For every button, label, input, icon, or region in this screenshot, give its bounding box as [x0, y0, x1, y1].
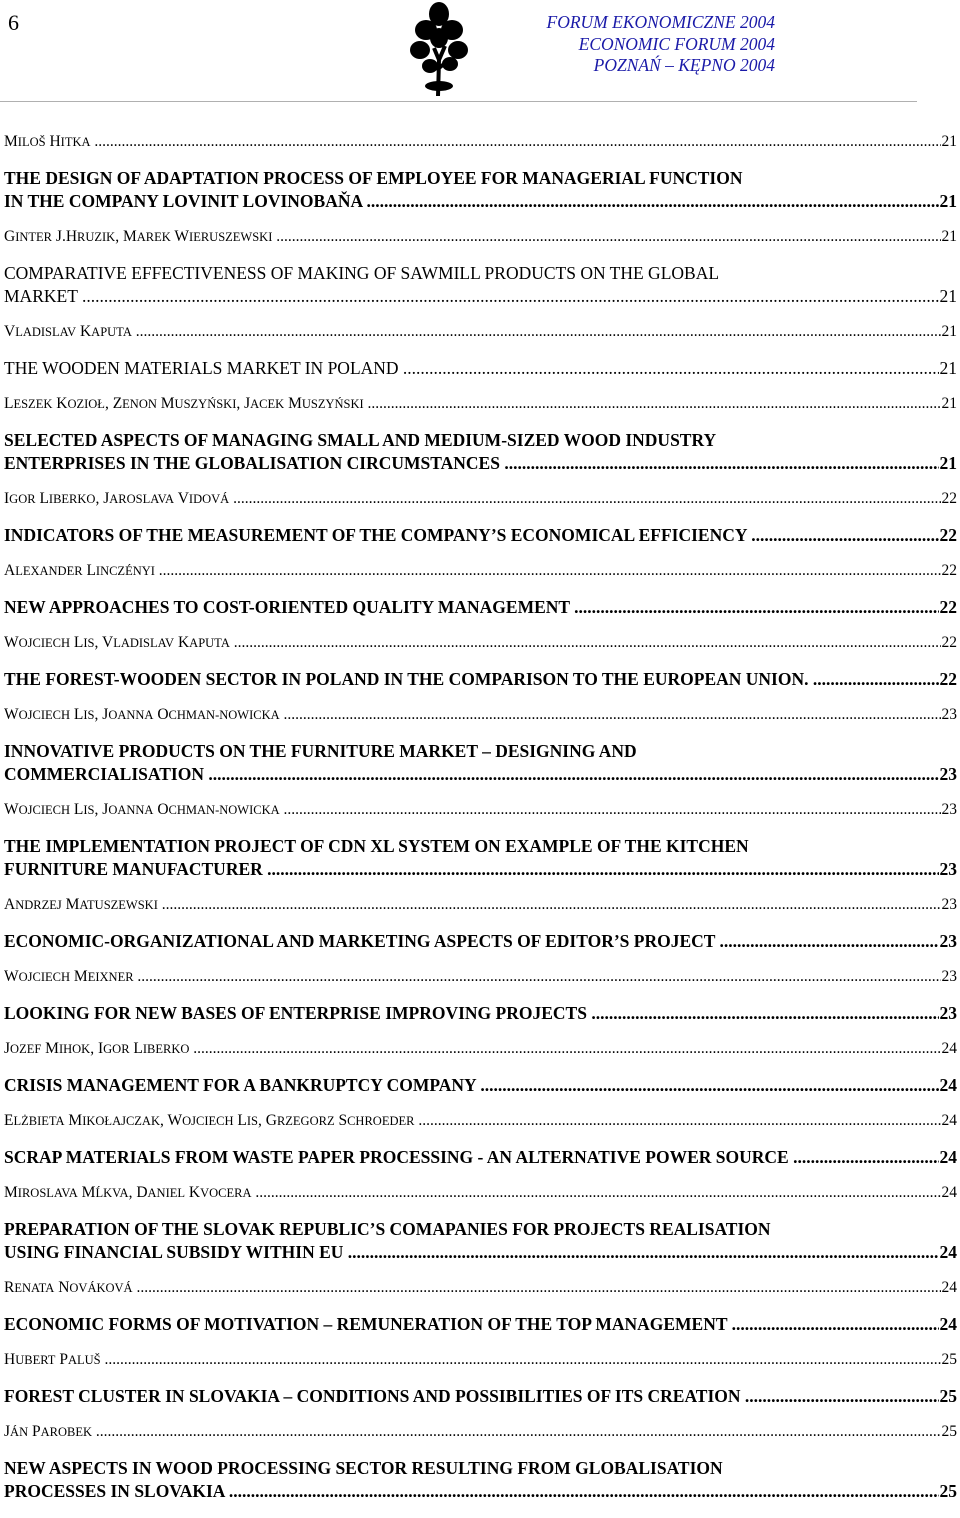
- author-names: WOJCIECH LIS, JOANNA OCHMAN-NOWICKA .....: [4, 706, 941, 724]
- author-names: RENATA NOVÁKOVÁ .....: [4, 1279, 941, 1297]
- author-names: WOJCIECH LIS, VLADISLAV KAPUTA .....: [4, 634, 941, 652]
- toc-title-entry[interactable]: [4, 429, 957, 475]
- author-names: HUBERT PALUŠ .....: [4, 1351, 941, 1369]
- page-ref: 21: [939, 453, 957, 473]
- page-ref: 23: [939, 859, 957, 879]
- toc-author-entry[interactable]: [4, 1112, 957, 1130]
- table-of-contents: [4, 133, 957, 1518]
- title-line-1: NEW ASPECTS IN WOOD PROCESSING SECTOR RESULTING FROM GLOBALISATION: [4, 1458, 723, 1478]
- page-ref: 25: [941, 1423, 957, 1440]
- page-ref: 21: [941, 228, 957, 245]
- page-ref: 23: [939, 931, 957, 951]
- page-ref: 22: [939, 597, 957, 617]
- page-ref: 22: [939, 669, 957, 689]
- page-ref: 24: [939, 1242, 957, 1262]
- toc-title-entry[interactable]: [4, 524, 957, 547]
- page-ref: 22: [941, 490, 957, 507]
- header-divider: [0, 101, 917, 102]
- toc-author-entry[interactable]: [4, 896, 957, 914]
- header-line-3: POZNAŃ – KĘPNO 2004: [593, 55, 775, 75]
- page-ref: 23: [939, 1003, 957, 1023]
- title-line-2: IN THE COMPANY LOVINIT LOVINOBAŇA .....: [4, 190, 939, 213]
- author-names: WOJCIECH MEIXNER .....: [4, 968, 941, 986]
- toc-author-entry[interactable]: [4, 133, 957, 151]
- toc-author-entry[interactable]: [4, 634, 957, 652]
- toc-title-entry[interactable]: [4, 740, 957, 786]
- page-ref: 25: [939, 1386, 957, 1406]
- title-line-2: NEW APPROACHES TO COST-ORIENTED QUALITY MANAGEMENT .....: [4, 596, 939, 619]
- page-ref: 25: [941, 1351, 957, 1368]
- title-line-2: COMMERCIALISATION .....: [4, 763, 939, 786]
- page-ref: 23: [939, 764, 957, 784]
- title-line-2: CRISIS MANAGEMENT FOR A BANKRUPTCY COMPANY .....: [4, 1074, 939, 1097]
- page-ref: 24: [941, 1184, 957, 1201]
- toc-author-entry[interactable]: [4, 1423, 957, 1441]
- page-ref: 21: [941, 395, 957, 412]
- author-names: ANDRZEJ MATUSZEWSKI .....: [4, 896, 941, 914]
- toc-author-entry[interactable]: [4, 490, 957, 508]
- title-line-1: SELECTED ASPECTS OF MANAGING SMALL AND MEDIUM-SIZED WOOD INDUSTRY: [4, 430, 717, 450]
- toc-title-entry[interactable]: [4, 835, 957, 881]
- header-line-1: FORUM EKONOMICZNE 2004: [546, 12, 775, 32]
- page-ref: 25: [939, 1481, 957, 1501]
- toc-author-entry[interactable]: [4, 323, 957, 341]
- title-line-2: FOREST CLUSTER IN SLOVAKIA – CONDITIONS AND POSSIBILITIES OF ITS CREATION .....: [4, 1385, 939, 1408]
- toc-author-entry[interactable]: [4, 228, 957, 246]
- header-line-2: ECONOMIC FORUM 2004: [578, 33, 775, 54]
- toc-title-entry[interactable]: [4, 1313, 957, 1336]
- title-line-2: THE FOREST-WOODEN SECTOR IN POLAND IN THE COMPARISON TO THE EUROPEAN UNION. .....: [4, 668, 939, 691]
- toc-author-entry[interactable]: [4, 801, 957, 819]
- page-ref: 24: [939, 1075, 957, 1095]
- page-ref: 22: [939, 525, 957, 545]
- toc-author-entry[interactable]: [4, 562, 957, 580]
- page-ref: 21: [941, 133, 957, 150]
- title-line-2: ECONOMIC-ORGANIZATIONAL AND MARKETING ASPECTS OF EDITOR’S PROJECT .....: [4, 930, 939, 953]
- toc-author-entry[interactable]: [4, 395, 957, 413]
- author-names: JOZEF MIHOK, IGOR LIBERKO .....: [4, 1040, 941, 1058]
- title-line-1: INNOVATIVE PRODUCTS ON THE FURNITURE MARKET – DESIGNING AND: [4, 741, 637, 761]
- author-names: ALEXANDER LINCZÉNYI .....: [4, 562, 941, 580]
- page-ref: 21: [941, 323, 957, 340]
- author-names: GINTER J.HRUZIK, MAREK WIERUSZEWSKI .....: [4, 228, 941, 246]
- title-line-2: LOOKING FOR NEW BASES OF ENTERPRISE IMPROVING PROJECTS .....: [4, 1002, 939, 1025]
- title-line-2: FURNITURE MANUFACTURER .....: [4, 858, 939, 881]
- title-line-1: THE DESIGN OF ADAPTATION PROCESS OF EMPLOYEE FOR MANAGERIAL FUNCTION: [4, 168, 743, 188]
- page-ref: 24: [941, 1040, 957, 1057]
- toc-title-entry[interactable]: [4, 167, 957, 213]
- title-line-2: INDICATORS OF THE MEASUREMENT OF THE COMPANY’S ECONOMICAL EFFICIENCY .....: [4, 524, 939, 547]
- forum-header: [547, 12, 775, 77]
- toc-author-entry[interactable]: [4, 1184, 957, 1202]
- author-names: VLADISLAV KAPUTA .....: [4, 323, 941, 341]
- toc-title-entry[interactable]: [4, 1074, 957, 1097]
- page-number: 6: [8, 10, 19, 35]
- title-line-1: THE IMPLEMENTATION PROJECT OF CDN XL SYSTEM ON EXAMPLE OF THE KITCHEN: [4, 836, 749, 856]
- author-names: JÁN PAROBEK .....: [4, 1423, 941, 1441]
- toc-title-entry[interactable]: [4, 668, 957, 691]
- toc-title-entry[interactable]: [4, 596, 957, 619]
- title-line-2: USING FINANCIAL SUBSIDY WITHIN EU .....: [4, 1241, 939, 1264]
- toc-author-entry[interactable]: [4, 1279, 957, 1297]
- title-line-2: SCRAP MATERIALS FROM WASTE PAPER PROCESSING - AN ALTERNATIVE POWER SOURCE .....: [4, 1146, 939, 1169]
- toc-title-entry[interactable]: [4, 1218, 957, 1264]
- title-line-1: PREPARATION OF THE SLOVAK REPUBLIC’S COMAPANIES FOR PROJECTS REALISATION: [4, 1219, 771, 1239]
- toc-author-entry[interactable]: [4, 706, 957, 724]
- toc-author-entry[interactable]: [4, 1040, 957, 1058]
- title-line-2: ECONOMIC FORMS OF MOTIVATION – REMUNERATION OF THE TOP MANAGEMENT .....: [4, 1313, 939, 1336]
- toc-title-entry[interactable]: [4, 357, 957, 380]
- page-ref: 23: [941, 896, 957, 913]
- author-names: IGOR LIBERKO, JAROSLAVA VIDOVÁ .....: [4, 490, 941, 508]
- tree-logo-icon: [408, 0, 470, 96]
- page-ref: 23: [941, 968, 957, 985]
- author-names: WOJCIECH LIS, JOANNA OCHMAN-NOWICKA .....: [4, 801, 941, 819]
- page-ref: 21: [939, 286, 957, 306]
- title-line-2: PROCESSES IN SLOVAKIA .....: [4, 1480, 939, 1503]
- author-names: ELŻBIETA MIKOŁAJCZAK, WOJCIECH LIS, GRZEGORZ SCHROEDER .....: [4, 1112, 941, 1130]
- author-names: LESZEK KOZIOŁ, ZENON MUSZYŃSKI, JACEK MUSZYŃSKI .....: [4, 395, 941, 413]
- toc-title-entry[interactable]: [4, 1385, 957, 1408]
- page-ref: 22: [941, 634, 957, 651]
- toc-title-entry[interactable]: [4, 930, 957, 953]
- author-names: MIROSLAVA MĹKVA, DANIEL KVOCERA .....: [4, 1184, 941, 1202]
- author-names: MILOŠ HITKA .....: [4, 133, 941, 151]
- toc-title-entry[interactable]: [4, 1146, 957, 1169]
- title-line-2: MARKET .....: [4, 285, 939, 308]
- toc-author-entry[interactable]: [4, 1351, 957, 1369]
- page-ref: 24: [941, 1279, 957, 1296]
- title-line-1: COMPARATIVE EFFECTIVENESS OF MAKING OF SAWMILL PRODUCTS ON THE GLOBAL: [4, 263, 720, 283]
- page-ref: 24: [939, 1147, 957, 1167]
- title-line-2: ENTERPRISES IN THE GLOBALISATION CIRCUMSTANCES .....: [4, 452, 939, 475]
- toc-title-entry[interactable]: [4, 262, 957, 308]
- toc-title-entry[interactable]: [4, 1002, 957, 1025]
- toc-author-entry[interactable]: [4, 968, 957, 986]
- page-ref: 24: [939, 1314, 957, 1334]
- page-ref: 23: [941, 801, 957, 818]
- title-line-2: THE WOODEN MATERIALS MARKET IN POLAND .....: [4, 357, 939, 380]
- page-ref: 21: [939, 191, 957, 211]
- page-ref: 21: [939, 358, 957, 378]
- page-ref: 22: [941, 562, 957, 579]
- page-ref: 23: [941, 706, 957, 723]
- toc-title-entry[interactable]: [4, 1457, 957, 1503]
- page-ref: 24: [941, 1112, 957, 1129]
